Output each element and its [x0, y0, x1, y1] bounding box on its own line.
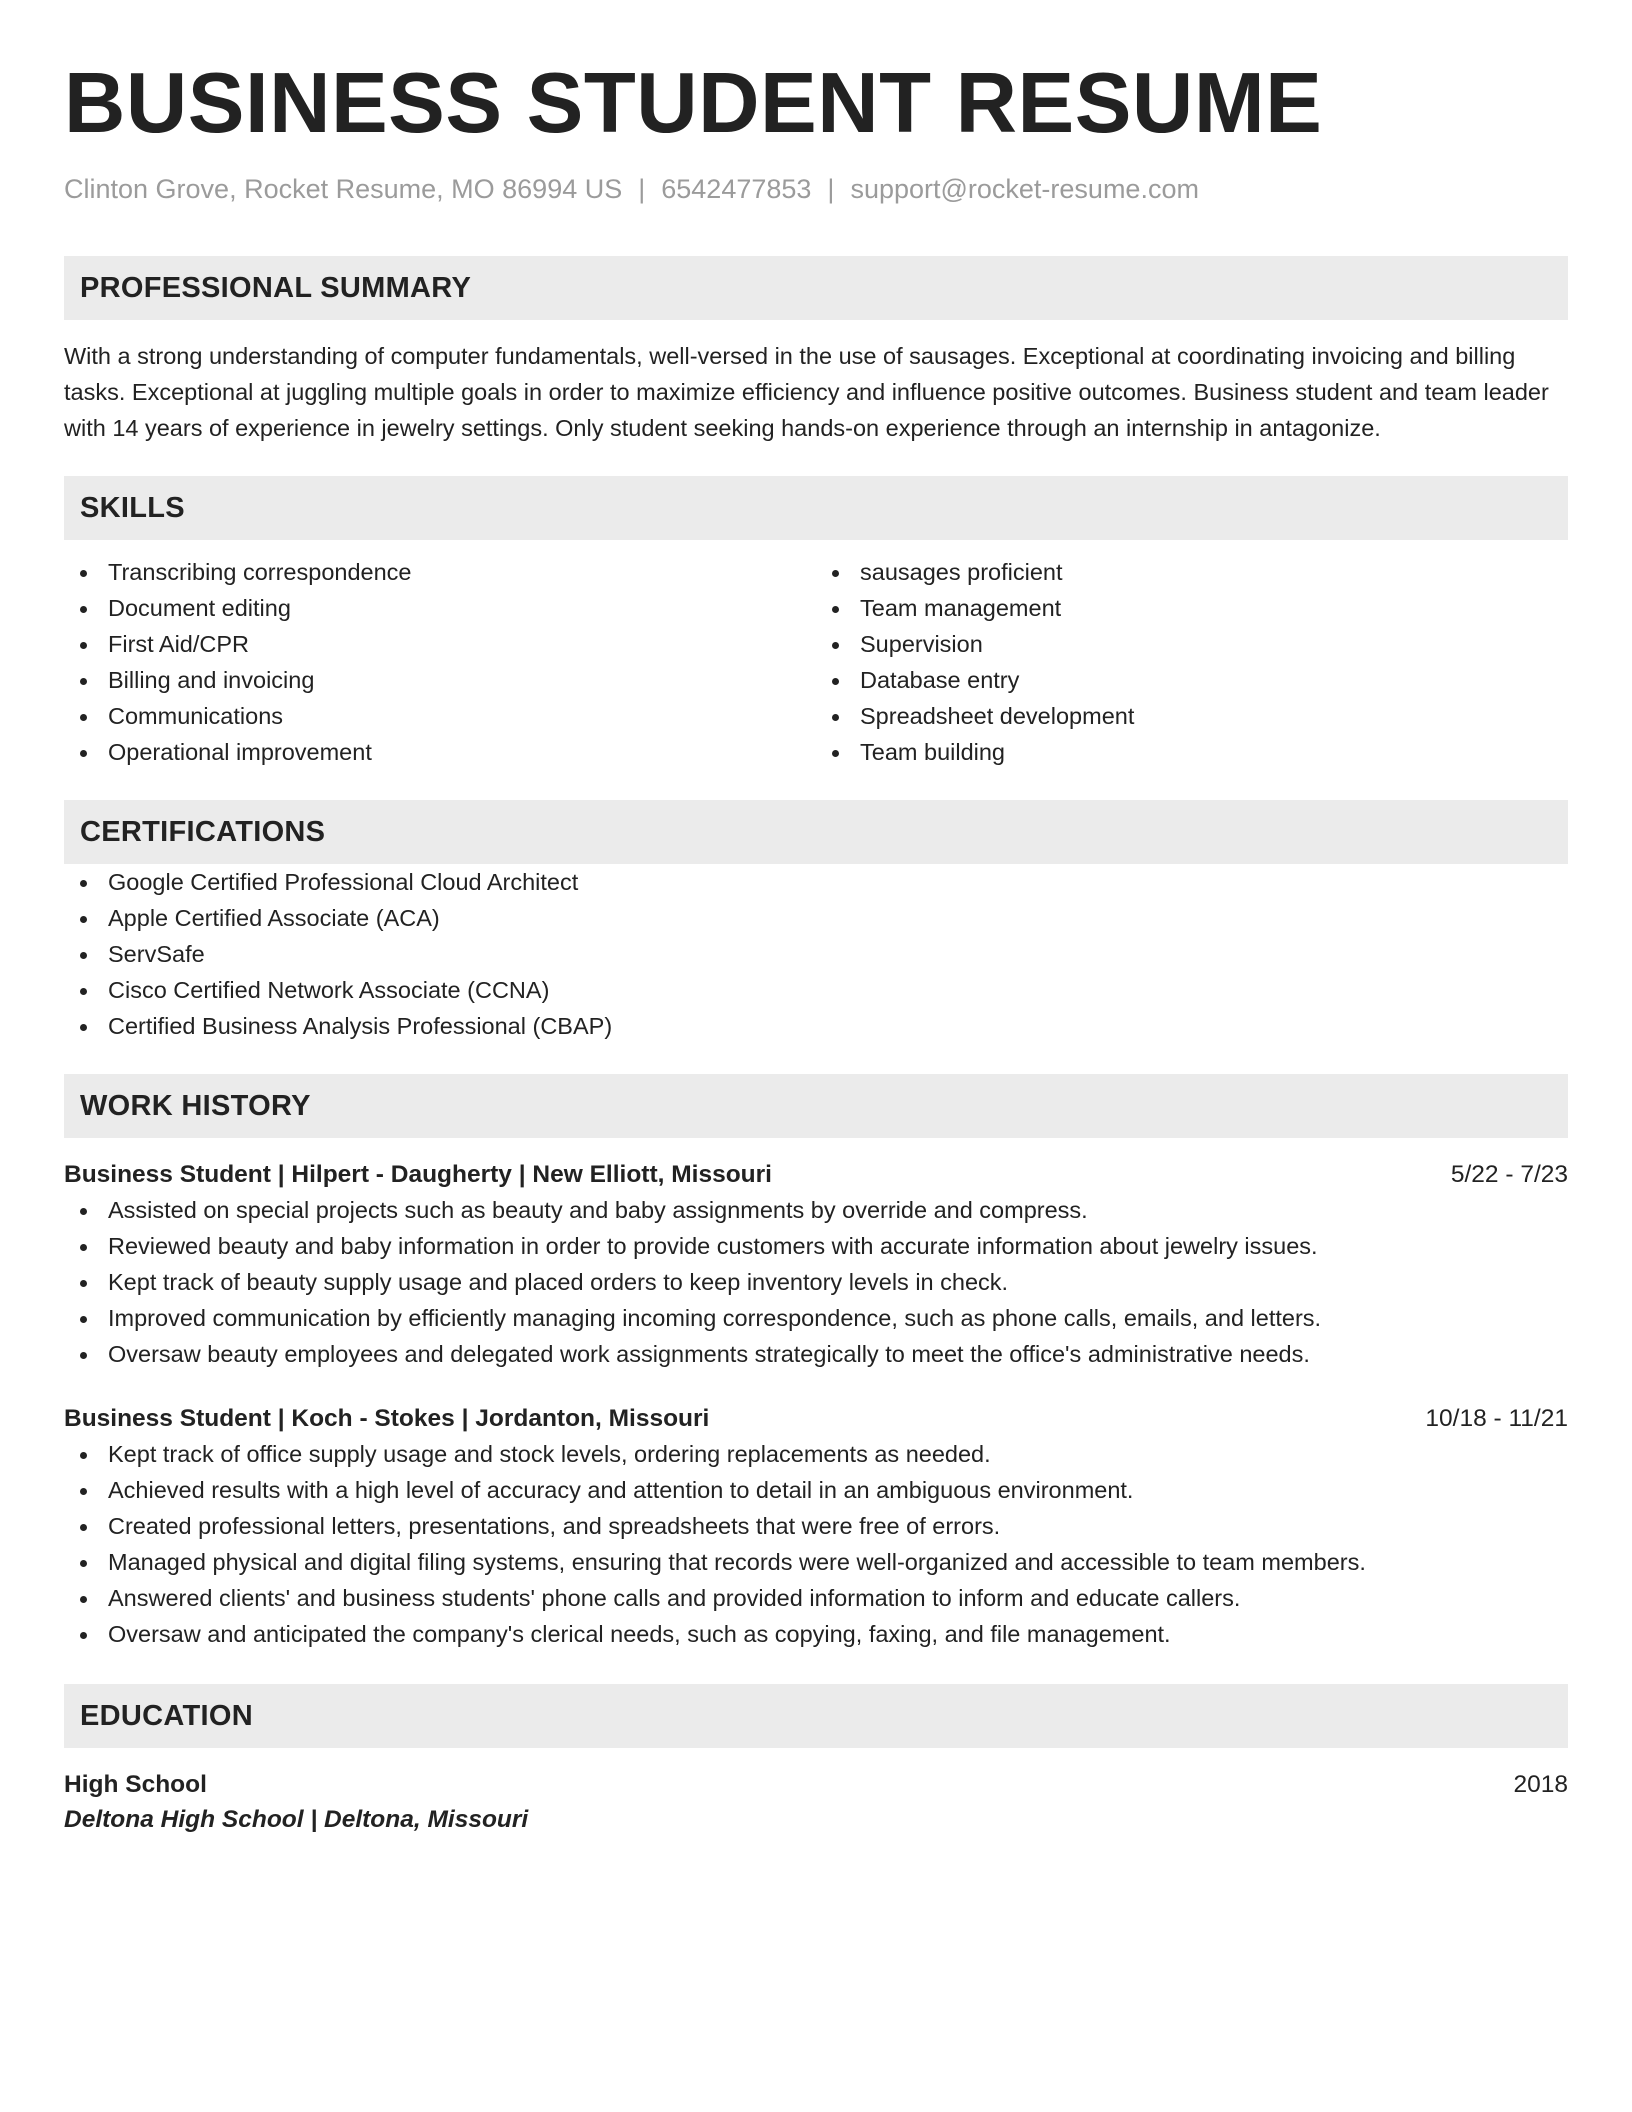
- skill-item: Communications: [64, 698, 816, 734]
- skill-item: First Aid/CPR: [64, 626, 816, 662]
- job-bullet: Oversaw beauty employees and delegated work assignments strategically to meet the office's administrative needs.: [64, 1336, 1568, 1372]
- contact-address: Clinton Grove, Rocket Resume, MO 86994 US: [64, 174, 623, 204]
- skills-list-left: [64, 554, 816, 770]
- certification-item: Apple Certified Associate (ACA): [64, 900, 1568, 936]
- job-bullet: Managed physical and digital filing systems, ensuring that records were well-organized and accessible to team members.: [64, 1544, 1568, 1580]
- certification-item: Certified Business Analysis Professional (CBAP): [64, 1008, 1568, 1044]
- job-dates: 10/18 - 11/21: [1425, 1405, 1568, 1432]
- education-school: Deltona High School | Deltona, Missouri: [64, 1806, 529, 1833]
- certification-item: ServSafe: [64, 936, 1568, 972]
- job-title: Business Student | Koch - Stokes | Jordanton, Missouri: [64, 1405, 710, 1432]
- job-title: Business Student | Hilpert - Daugherty | New Elliott, Missouri: [64, 1161, 772, 1188]
- resume-title: BUSINESS STUDENT RESUME: [64, 56, 1323, 151]
- job-bullet: Assisted on special projects such as beauty and baby assignments by override and compress.: [64, 1192, 1568, 1228]
- job-header: [64, 1158, 1568, 1192]
- job-header: [64, 1402, 1568, 1436]
- section-header-work-history: WORK HISTORY: [64, 1074, 1568, 1138]
- section-header-certifications: CERTIFICATIONS: [64, 800, 1568, 864]
- skill-item: Spreadsheet development: [816, 698, 1568, 734]
- job-bullets: [64, 1192, 1568, 1372]
- skill-item: Operational improvement: [64, 734, 816, 770]
- contact-separator: |: [638, 174, 646, 204]
- contact-email: support@rocket-resume.com: [850, 174, 1199, 204]
- education-year: 2018: [1513, 1771, 1568, 1798]
- skills-grid: [64, 554, 1568, 770]
- job-bullet: Achieved results with a high level of accuracy and attention to detail in an ambiguous environment.: [64, 1472, 1568, 1508]
- skill-item: Supervision: [816, 626, 1568, 662]
- skill-item: Team management: [816, 590, 1568, 626]
- education-header: [64, 1768, 1568, 1802]
- job-dates: 5/22 - 7/23: [1450, 1161, 1568, 1188]
- job-entry: [64, 1402, 1568, 1652]
- contact-line: [64, 172, 1568, 206]
- contact-separator: |: [827, 174, 835, 204]
- skill-item: Document editing: [64, 590, 816, 626]
- summary-text: With a strong understanding of computer fundamentals, well-versed in the use of sausages. Exceptional at coordinating invoicing and billing tasks. Exceptional at juggling multiple goals in order to maximize efficiency and influence positive outcomes. Business student and team leader with 14 years of experience in jewelry settings. Only student seeking hands-on experience through an internship in antagonize.: [64, 343, 1549, 441]
- job-bullet: Answered clients' and business students' phone calls and provided information to inform and educate callers.: [64, 1580, 1568, 1616]
- job-bullet: Created professional letters, presentations, and spreadsheets that were free of errors.: [64, 1508, 1568, 1544]
- skill-item: Billing and invoicing: [64, 662, 816, 698]
- skill-item: sausages proficient: [816, 554, 1568, 590]
- job-bullet: Kept track of beauty supply usage and placed orders to keep inventory levels in check.: [64, 1264, 1568, 1300]
- job-bullet: Improved communication by efficiently managing incoming correspondence, such as phone calls, emails, and letters.: [64, 1300, 1568, 1336]
- skills-list-right: [816, 554, 1568, 770]
- skills-column-right: [816, 554, 1568, 770]
- job-bullets: [64, 1436, 1568, 1652]
- certification-item: Google Certified Professional Cloud Architect: [64, 864, 1568, 900]
- education-degree: High School: [64, 1771, 207, 1798]
- job-bullet: Reviewed beauty and baby information in order to provide customers with accurate information about jewelry issues.: [64, 1228, 1568, 1264]
- skills-column-left: [64, 554, 816, 770]
- certification-item: Cisco Certified Network Associate (CCNA): [64, 972, 1568, 1008]
- section-header-education: EDUCATION: [64, 1684, 1568, 1748]
- job-bullet: Oversaw and anticipated the company's clerical needs, such as copying, faxing, and file management.: [64, 1616, 1568, 1652]
- skill-item: Database entry: [816, 662, 1568, 698]
- skill-item: Team building: [816, 734, 1568, 770]
- job-entry: [64, 1158, 1568, 1372]
- contact-phone: 6542477853: [661, 174, 812, 204]
- skill-item: Transcribing correspondence: [64, 554, 816, 590]
- section-header-skills: SKILLS: [64, 476, 1568, 540]
- job-bullet: Kept track of office supply usage and stock levels, ordering replacements as needed.: [64, 1436, 1568, 1472]
- certifications-list: [64, 864, 1568, 1044]
- section-header-summary: PROFESSIONAL SUMMARY: [64, 256, 1568, 320]
